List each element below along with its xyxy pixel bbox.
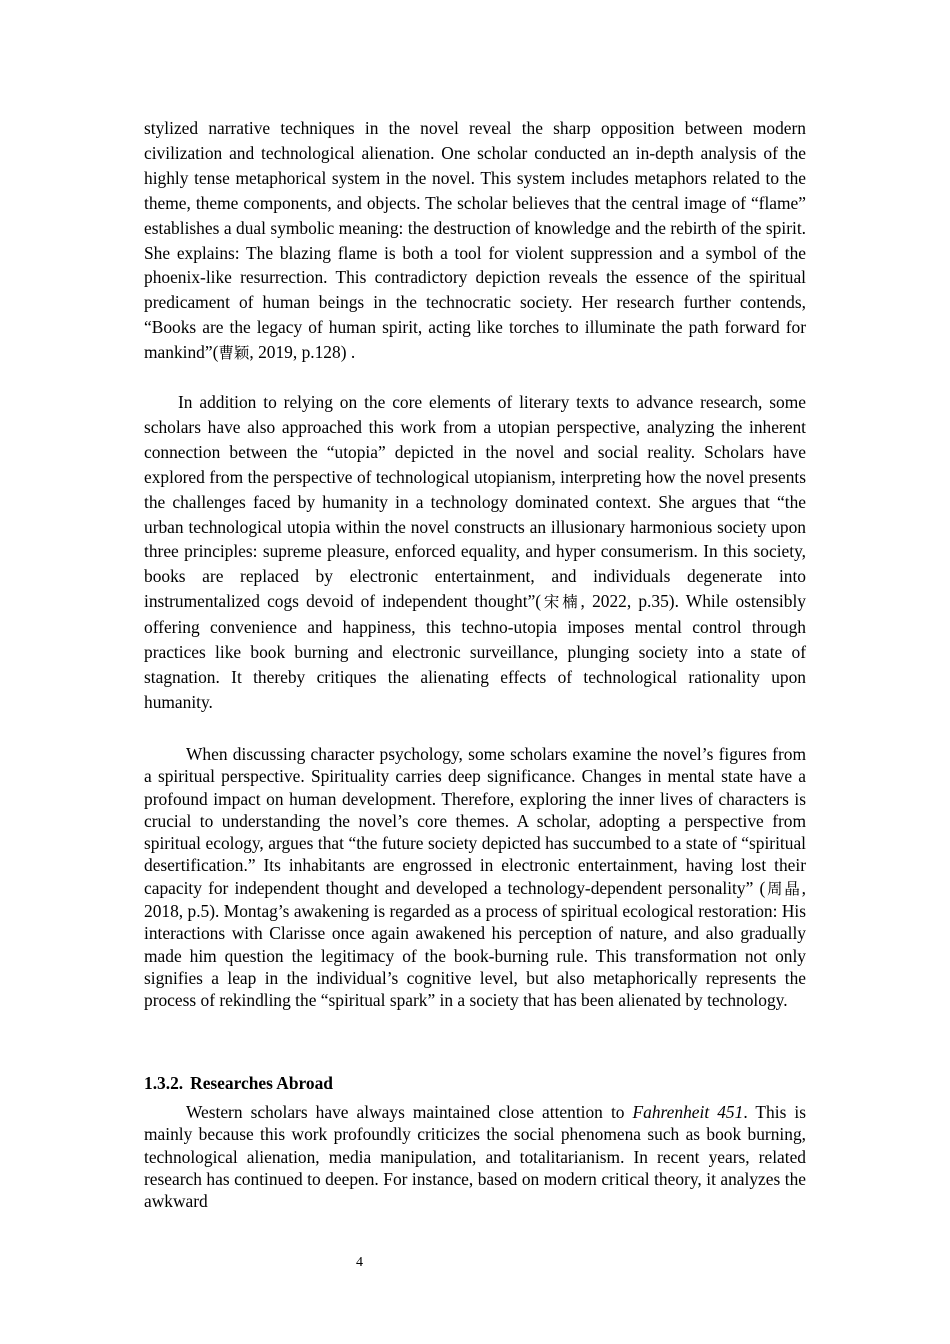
section-title: Researches Abroad	[190, 1073, 333, 1093]
paragraph-2-text-a: In addition to relying on the core elements of literary texts to advance research, some scholars have also approached this work from a utopian perspective, analyzing the inherent connection between the “utopia” depicted in the novel and social reality. Scholars have explored from the perspective of technological utopianism, interpreting how the novel presents the challenges faced by humanity in a technology dominated context. She argues that “the urban technological utopia within the novel constructs an illusionary harmonious society upon three principles: supreme pleasure, enforced equality, and hyper consumerism. In this society, books are replaced by electronic entertainment, and individuals degenerate into instrumentalized cogs devoid of independent thought”(	[144, 392, 806, 612]
paragraph-2-text-b: , 2022, p.35). While ostensibly offering convenience and happiness, this techno-utopia imposes mental control through practices like book burning and electronic surveillance, plunging society into a state of stagnation. It thereby critiques the alienating effects of technological rationality upon humanity.	[144, 591, 806, 712]
book-title-italic: Fahrenheit 451	[632, 1102, 744, 1122]
paragraph-1-text-b: , 2019, p.128) .	[249, 342, 356, 363]
body-paragraph-2	[144, 390, 806, 715]
paragraph-4-text-b: . This is mainly because this work profoundly criticizes the social phenomena such as book burning, technological alienation, media manipulation, and totalitarianism. In recent years, related research has continued to deepen. For instance, based on modern critical theory, it analyzes the awkward	[144, 1102, 807, 1212]
section-number: 1.3.2.	[144, 1073, 184, 1093]
paragraph-4-text-a: Western scholars have always maintained close attention to	[186, 1102, 633, 1122]
citation-author-3: 周晶	[765, 879, 802, 898]
body-paragraph-3	[144, 743, 806, 1012]
body-paragraph-4	[144, 1101, 806, 1212]
body-paragraph-1	[144, 116, 806, 366]
paragraph-3-text-a: When discussing character psychology, some scholars examine the novel’s figures from a spiritual perspective. Spirituality carries deep significance. Changes in mental state have a profound impact on human development. Therefore, exploring the inner lives of characters is crucial to understanding the novel’s core themes. A scholar, adopting a perspective from spiritual ecology, argues that “the future society depicted has succumbed to a state of “spiritual desertification.” Its inhabitants are engrossed in electronic entertainment, having lost their capacity for independent thought and developed a technology-dependent personality” (	[144, 744, 806, 898]
paragraph-3-text-b: , 2018, p.5). Montag’s awakening is regarded as a process of spiritual ecological restoration: His interactions with Clarisse once again awakened his perception of nature, and also gradually made him question the legitimacy of the book-burning rule. This transformation not only signifies a leap in the individual’s cognitive level, but also metaphorically represents the process of rekindling the “spiritual spark” in a society that has been alienated by technology.	[144, 877, 806, 1011]
citation-author-2: 宋楠	[541, 593, 581, 612]
page-number: 4	[356, 1255, 363, 1270]
citation-author-1: 曹颖	[218, 344, 250, 363]
paragraph-1-text-a: stylized narrative techniques in the novel reveal the sharp opposition between modern civilization and technological alienation. One scholar conducted an in-depth analysis of the highly tense metaphorical system in the novel. This system includes metaphors related to the theme, theme components, and objects. The scholar believes that the central image of “flame” establishes a dual symbolic meaning: the destruction of knowledge and the rebirth of the spirit. She explains: The blazing flame is both a tool for violent suppression and a symbol of the phoenix-like resurrection. This contradictory depiction reveals the essence of the spiritual predicament of human beings in the technocratic society. Her research further contends, “Books are the legacy of human spirit, acting like torches to illuminate the path forward for mankind”(	[144, 118, 806, 363]
section-heading	[144, 1072, 333, 1094]
